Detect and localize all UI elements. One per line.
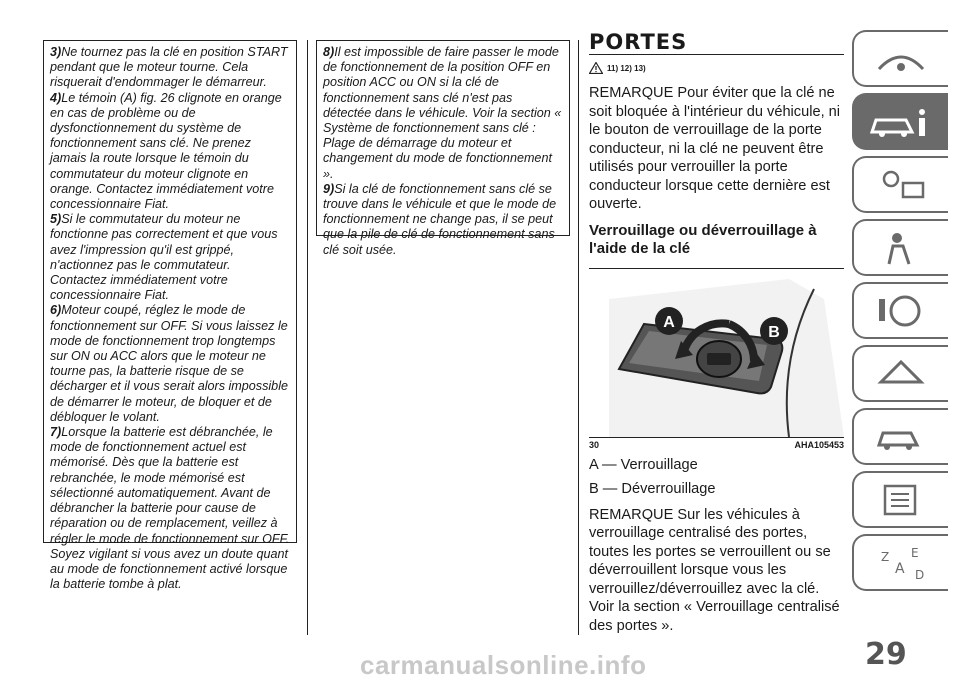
tab-index[interactable]	[852, 534, 948, 591]
watermark: carmanualsonline.info	[360, 650, 647, 678]
notes-box-middle	[316, 40, 570, 257]
note-text: Si le commutateur du moteur ne fonctionne pas correctement et que vous avez l'impression qu'il est grippé, n'actionnez pas le commutateur. Contactez immédiatement votre concessionnaire Fiat.	[50, 212, 278, 303]
callout-b-label: B	[768, 323, 780, 341]
note-text: Si la clé de fonctionnement sans clé se trouve dans le véhicule et que le mode de fonctionnement ne change pas, il se peut que la pile de clé de fonctionnement sans clé soit usée.	[323, 181, 557, 257]
tab-starting-driving[interactable]	[852, 282, 948, 339]
section-title: PORTES	[589, 30, 844, 55]
column-divider	[307, 40, 308, 635]
warning-refs-text: 11) 12) 13)	[607, 63, 646, 73]
emergency-icon	[871, 354, 931, 394]
note-number: 5)	[50, 212, 62, 227]
note-text: Lorsque la batterie est débranchée, le mode de fonctionnement actuel est mémorisé. Dès que la batterie est rebranchée, le mode mémorisé est sélectionné automatiquement. Avant de débrancher la batterie pour cause de réparation ou de remplacement, veillez à régler le mode de fonctionnement sur OFF. Soyez vigilant si vous avez un doute quant au mode de fonctionnement activé lorsque la batterie tombe à plat.	[50, 425, 290, 592]
note-text: Ne tournez pas la clé en position START pendant que le moteur tourne. Cela risquerait d'endommager le démarreur.	[50, 45, 288, 90]
warning-references	[589, 60, 844, 76]
tab-car-info[interactable]	[852, 93, 948, 150]
note-number: 8)	[323, 45, 335, 59]
svg-text:A: A	[895, 560, 905, 577]
figure-number: 30	[589, 439, 600, 450]
tab-safety[interactable]	[852, 219, 948, 276]
legend-b: B — Déverrouillage	[589, 480, 716, 497]
note-number: 7)	[50, 425, 62, 440]
note-text: Le témoin (A) fig. 26 clignote en orange en cas de problème ou de dysfonctionnement du système de fonctionnement sans clé. Ne prenez jamais la route lorsque le témoin du commutateur du moteur clignote en orange. Contactez immédiatement votre concessionnaire Fiat.	[50, 90, 282, 212]
page-number: 29	[865, 637, 907, 672]
figure-door-key	[589, 268, 844, 438]
doors-section	[589, 30, 844, 635]
tab-maintenance[interactable]	[852, 408, 948, 465]
sub-heading: Verrouillage ou déverrouillage à l'aide de la clé	[589, 221, 817, 257]
car-maintenance-icon	[871, 417, 931, 457]
remark-paragraph-2: REMARQUE Sur les véhicules à verrouillage centralisé des portes, toutes les portes se verrouillent ou se déverrouillent lorsque vous les verrouillez/déverrouillez avec la clé. Voir la section « Verrouillage centralisé des portes ».	[589, 506, 840, 634]
car-info-icon	[866, 102, 936, 142]
figure-caption	[589, 440, 844, 450]
warning-light-icon	[871, 165, 931, 205]
callout-a-label: A	[663, 313, 675, 331]
tab-dashboard[interactable]	[852, 30, 948, 87]
specs-list-icon	[871, 480, 931, 520]
tab-technical-data[interactable]	[852, 471, 948, 528]
dashboard-icon	[871, 39, 931, 79]
svg-text:D: D	[915, 567, 925, 582]
tab-emergency[interactable]	[852, 345, 948, 402]
chapter-sidebar	[852, 30, 948, 597]
warning-triangle-icon	[589, 62, 603, 74]
tab-warning-lights[interactable]	[852, 156, 948, 213]
door-key-illustration	[589, 269, 844, 437]
alphabet-index-icon	[871, 543, 931, 583]
notes-box-left	[43, 40, 297, 592]
legend-a: A — Verrouillage	[589, 456, 698, 473]
figure-code: AHA105453	[794, 439, 844, 450]
note-number: 3)	[50, 45, 62, 59]
column-divider	[578, 40, 579, 635]
note-number: 4)	[50, 90, 62, 105]
note-number: 6)	[50, 303, 62, 318]
callout-a	[655, 307, 683, 335]
note-text: Il est impossible de faire passer le mode de fonctionnement de la position OFF en position ACC ou ON si la clé de fonctionnement sans clé n'est pas détectée dans le véhicule. Voir la section « Système de fonctionnement sans clé : Plage de démarrage du moteur et changement du mode de fonctionnement ».	[323, 45, 562, 181]
note-number: 9)	[323, 181, 335, 196]
steering-wheel-icon	[871, 291, 931, 331]
callout-b	[760, 317, 788, 345]
svg-text:E: E	[911, 545, 919, 560]
svg-text:Z: Z	[881, 549, 890, 564]
safety-icon	[871, 228, 931, 268]
remark-paragraph: REMARQUE Pour éviter que la clé ne soit bloquée à l'intérieur du véhicule, ni le bouton de verrouillage de la porte conducteur, ni la clé ne peuvent être utilisés pour verrouiller la porte conducteur lorsque cette dernière est ouverte.	[589, 85, 841, 212]
note-text: Moteur coupé, réglez le mode de fonctionnement sur OFF. Si vous laissez le mode de fonctionnement trop longtemps sur ON ou ACC alors que le moteur ne tourne pas, la batterie risque de se décharger et il vous serait alors impossible de démarrer le moteur, de bloquer et de débloquer le volant.	[50, 303, 288, 424]
